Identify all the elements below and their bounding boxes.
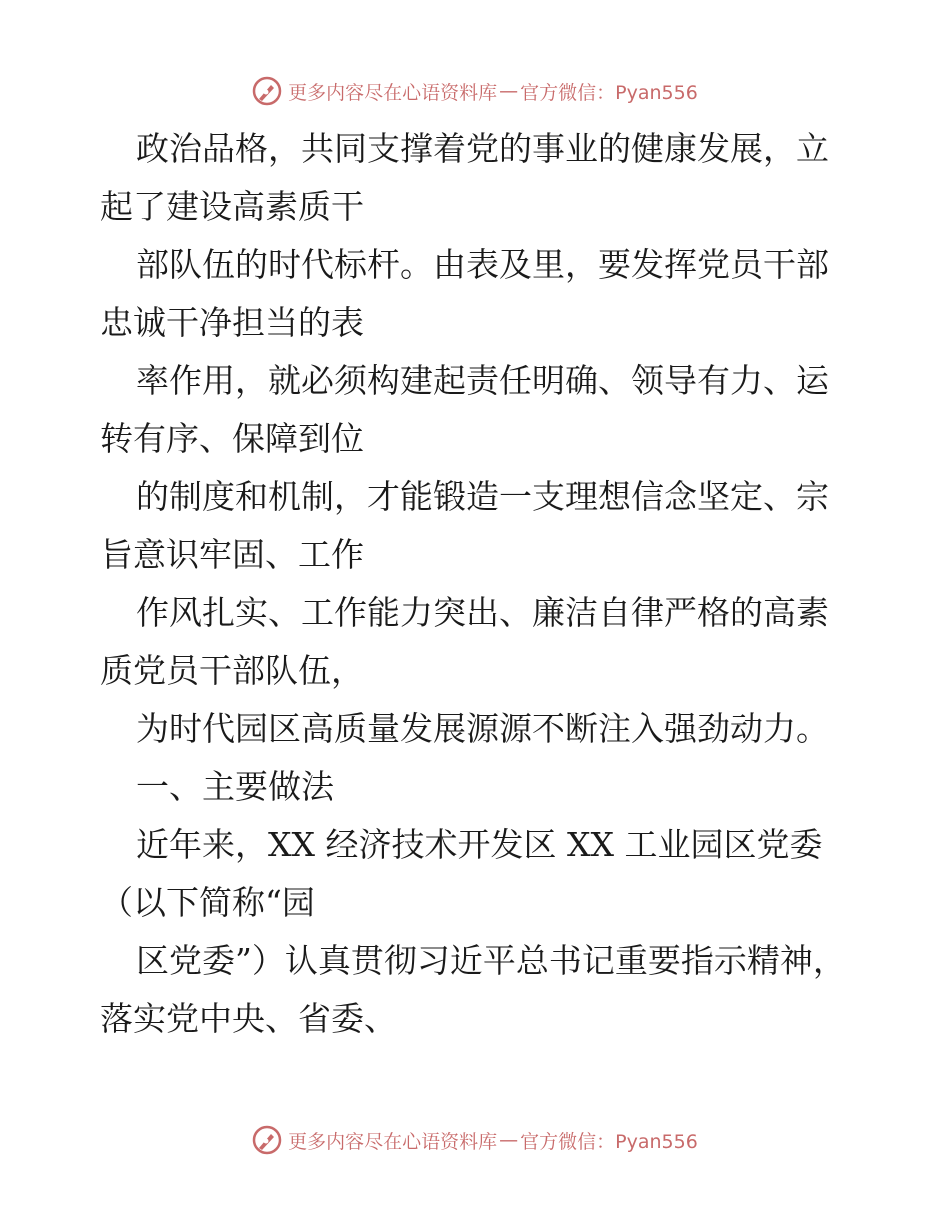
paragraph: 政治品格，共同支撑着党的事业的健康发展，立起了建设高素质干 <box>100 129 829 226</box>
paragraph: 的制度和机制，才能锻造一支理想信念坚定、宗旨意识牢固、工作 <box>100 477 829 574</box>
paragraph: 作风扎实、工作能力突出、廉洁自律严格的高素质党员干部队伍， <box>100 593 829 690</box>
footer-banner <box>0 1120 950 1160</box>
section-heading: 一、主要做法 <box>136 767 334 806</box>
paragraph: 率作用，就必须构建起责任明确、领导有力、运转有序、保障到位 <box>100 361 829 458</box>
paragraph: 为时代园区高质量发展源源不断注入强劲动力。 <box>136 709 829 748</box>
paragraph: 区党委”）认真贯彻习近平总书记重要指示精神，落实党中央、省委、 <box>100 941 846 1038</box>
paragraph: 部队伍的时代标杆。由表及里，要发挥党员干部忠诚干净担当的表 <box>100 245 829 342</box>
header-separator: — <box>499 80 519 102</box>
pen-logo-icon <box>252 76 282 106</box>
pen-logo-icon <box>252 1125 282 1155</box>
header-banner <box>0 71 950 111</box>
paragraph: 近年来，XX 经济技术开发区 XX 工业园区党委（以下简称“园 <box>100 825 823 922</box>
header-title: 更多内容尽在心语资料库 <box>288 81 498 104</box>
footer-wechat: 官方微信：Pyan556 <box>520 1130 698 1153</box>
document-body <box>100 120 860 1048</box>
footer-title: 更多内容尽在心语资料库 <box>288 1130 498 1153</box>
header-wechat: 官方微信：Pyan556 <box>520 81 698 104</box>
footer-separator: — <box>499 1129 519 1151</box>
